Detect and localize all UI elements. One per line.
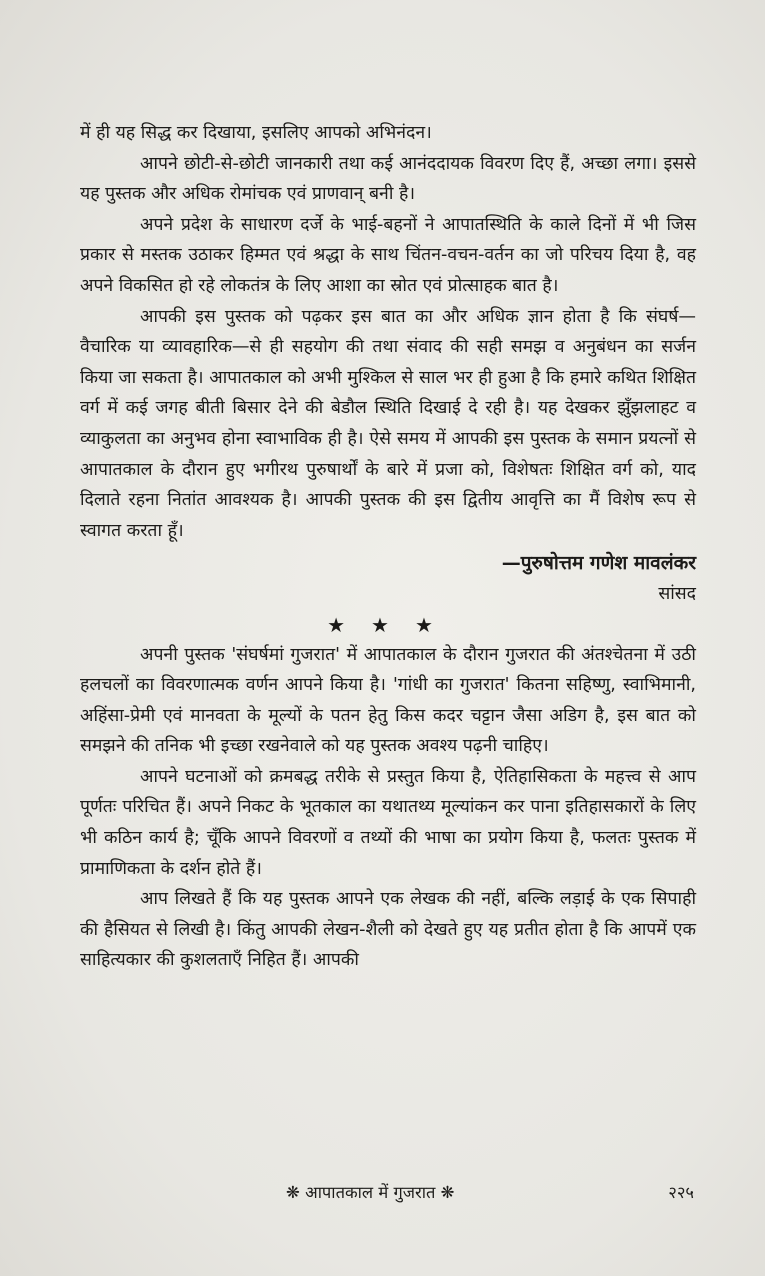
paragraph-1: में ही यह सिद्ध कर दिखाया, इसलिए आपको अभिनंदन। <box>80 123 432 143</box>
page-number: २२५ <box>668 1183 694 1202</box>
paragraph-2: आपने छोटी-से-छोटी जानकारी तथा कई आनंददायक विवरण दिए हैं, अच्छा लगा। इससे यह पुस्तक और अधिक रोमांचक एवं प्राणवान् बनी है। <box>80 153 696 205</box>
paragraph-7: आप लिखते हैं कि यह पुस्तक आपने एक लेखक की नहीं, बल्कि लड़ाई के एक सिपाही की हैसियत से लिखी है। किंतु आपकी लेखन-शैली को देखते हुए यह प्रतीत होता है कि आपमें एक साहित्यकार की कुशलताएँ निहित हैं। आपकी <box>80 889 696 971</box>
paragraph-6: आपने घटनाओं को क्रमबद्ध तरीके से प्रस्तुत किया है, ऐतिहासिकता के महत्त्व से आप पूर्णतः परिचित हैं। अपने निकट के भूतकाल का यथातथ्य मूल्यांकन कर पाना इतिहासकारों के लिए भी कठिन कार्य है; चूँकि आपने विवरणों व तथ्यों की भाषा का प्रयोग किया है, फलतः पुस्तक में प्रामाणिकता के दर्शन होते हैं। <box>80 766 696 879</box>
author-signature: —पुरुषोत्तम गणेश मावलंकर <box>501 552 696 575</box>
paragraph-4: आपकी इस पुस्तक को पढ़कर इस बात का और अधिक ज्ञान होता है कि संघर्ष—वैचारिक या व्यावहारिक—से ही सहयोग की तथा संवाद की सही समझ व अनुबंधन का सर्जन किया जा सकता है। आपातकाल को अभी मुश्किल से साल भर ही हुआ है कि हमारे कथित शिक्षित वर्ग में कई जगह बीती बिसार देने की बेडौल स्थिति दिखाई दे रही है। यह देखकर झुँझलाहट व व्याकुलता का अनुभव होना स्वाभाविक ही है। ऐसे समय में आपकी इस पुस्तक के समान प्रयत्नों से आपातकाल के दौरान हुए भगीरथ पुरुषार्थों के बारे में प्रजा को, विशेषतः शिक्षित वर्ग को, याद दिलाते रहना नितांत आवश्यक है। आपकी पुस्तक की इस द्वितीय आवृत्ति का मैं विशेष रूप से स्वागत करता हूँ। <box>80 306 696 541</box>
paragraph-3: अपने प्रदेश के साधारण दर्जे के भाई-बहनों ने आपातस्थिति के काले दिनों में भी जिस प्रकार से मस्तक उठाकर हिम्मत एवं श्रद्धा के साथ चिंतन-वचन-वर्तन का जो परिचय दिया है, वह अपने विकसित हो रहे लोकतंत्र के लिए आशा का स्रोत एवं प्रोत्साहक बात है। <box>80 214 696 296</box>
author-designation: सांसद <box>658 583 696 604</box>
paragraph-5: अपनी पुस्तक 'संघर्षमां गुजरात' में आपातकाल के दौरान गुजरात की अंतश्चेतना में उठी हलचलों का विवरणात्मक वर्णन आपने किया है। 'गांधी का गुजरात' कितना सहिष्णु, स्वाभिमानी, अहिंसा-प्रेमी एवं मानवता के मूल्यों के पतन हेतु किस कदर चट्टान जैसा अडिग है, इस बात को समझने की तनिक भी इच्छा रखनेवाले को यह पुस्तक अवश्य पढ़नी चाहिए। <box>80 644 696 757</box>
body-text <box>80 118 696 976</box>
section-divider-stars: ★★★ <box>327 612 459 637</box>
page-footer <box>80 1180 696 1210</box>
running-title: ❋ आपातकाल में गुजरात ❋ <box>286 1183 455 1202</box>
